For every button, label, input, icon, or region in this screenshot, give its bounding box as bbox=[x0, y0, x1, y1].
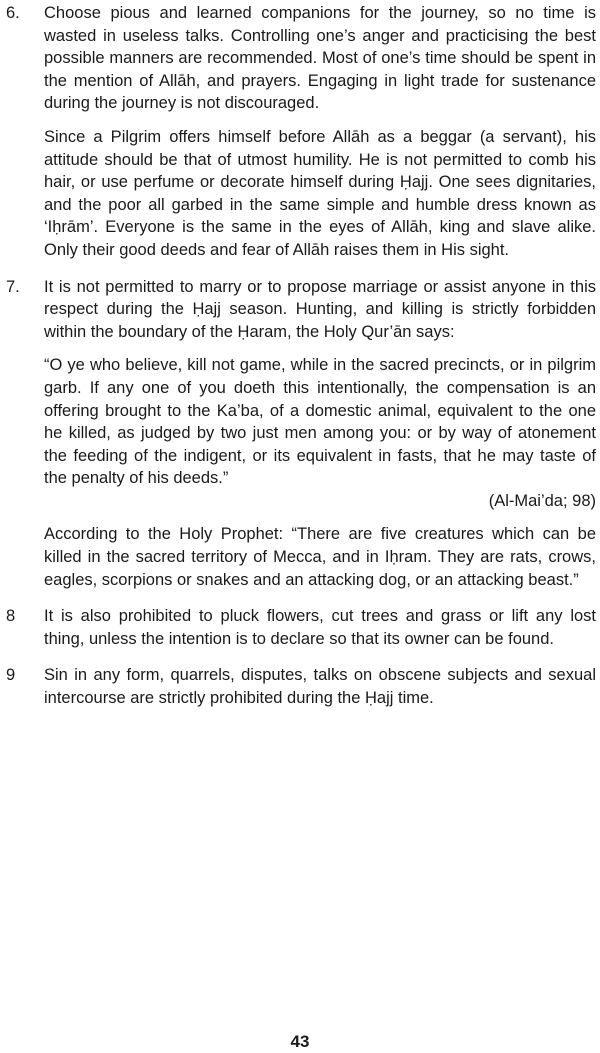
list-item-9 bbox=[6, 664, 596, 709]
paragraph: Since a Pilgrim offers himself before Allāh as a beggar (a servant), his attitude should be that of utmost humility. He is not permitted to comb his hair, or use perfume or decorate himself during Ḥajj. One sees dignitaries, and the poor all garbed in the same simple and humble dress known as ‘Iḥrām’. Everyone is the same in the eyes of Allāh, king and slave alike. Only their good deeds and fear of Allāh raises them in His sight. bbox=[44, 127, 596, 259]
page-number: 43 bbox=[290, 1032, 310, 1051]
item-body bbox=[44, 664, 596, 709]
item-number: 7. bbox=[6, 277, 20, 296]
paragraph: Sin in any form, quarrels, disputes, talks on obscene subjects and sexual intercourse are strictly prohibited during the Ḥajj time. bbox=[44, 666, 596, 708]
paragraph: It is not permitted to marry or to propose marriage or assist anyone in this respect during the Ḥajj season. Hunting, and killing is strictly forbidden within the boundary of the Ḥaram, the Holy Qur’ān says: bbox=[44, 277, 596, 341]
list-item-7 bbox=[6, 276, 596, 592]
list-item-8 bbox=[6, 605, 596, 650]
item-body bbox=[44, 605, 596, 650]
item-number: 8 bbox=[6, 607, 16, 626]
quotation: “O ye who believe, kill not game, while in the sacred precincts, or in pilgrim garb. If any one of you doeth this intentionally, the compensation is an offering brought to the Ka’ba, of a domestic animal, equivalent to the one he killed, as judged by two just men among you: or by way of atonement the feeding of the indigent, or its equivalent in fasts, that he may taste of the penalty of his deeds.” bbox=[44, 356, 596, 488]
list-item-6 bbox=[6, 2, 596, 262]
paragraph: According to the Holy Prophet: “There are five creatures which can be killed in the sacred territory of Mecca, and in Iḥram. They are rats, crows, eagles, scorpions or snakes and an attacking dog, or an attacking beast.” bbox=[44, 525, 596, 589]
quotation-citation: (Al-Mai’da; 98) bbox=[488, 491, 596, 510]
item-body bbox=[44, 276, 596, 592]
item-number: 6. bbox=[6, 4, 20, 22]
item-body bbox=[44, 2, 596, 262]
paragraph: It is also prohibited to pluck flowers, cut trees and grass or lift any lost thing, unless the intention is to declare so that its owner can be found. bbox=[44, 607, 596, 648]
paragraph: Choose pious and learned companions for the journey, so no time is wasted in useless talks. Controlling one’s anger and practicising the best possible manners are recommended. Most of one’s time should be spent in the mention of Allāh, and prayers. Engaging in light trade for sustenance during the journey is not discouraged. bbox=[44, 4, 596, 113]
item-number: 9 bbox=[6, 666, 16, 685]
